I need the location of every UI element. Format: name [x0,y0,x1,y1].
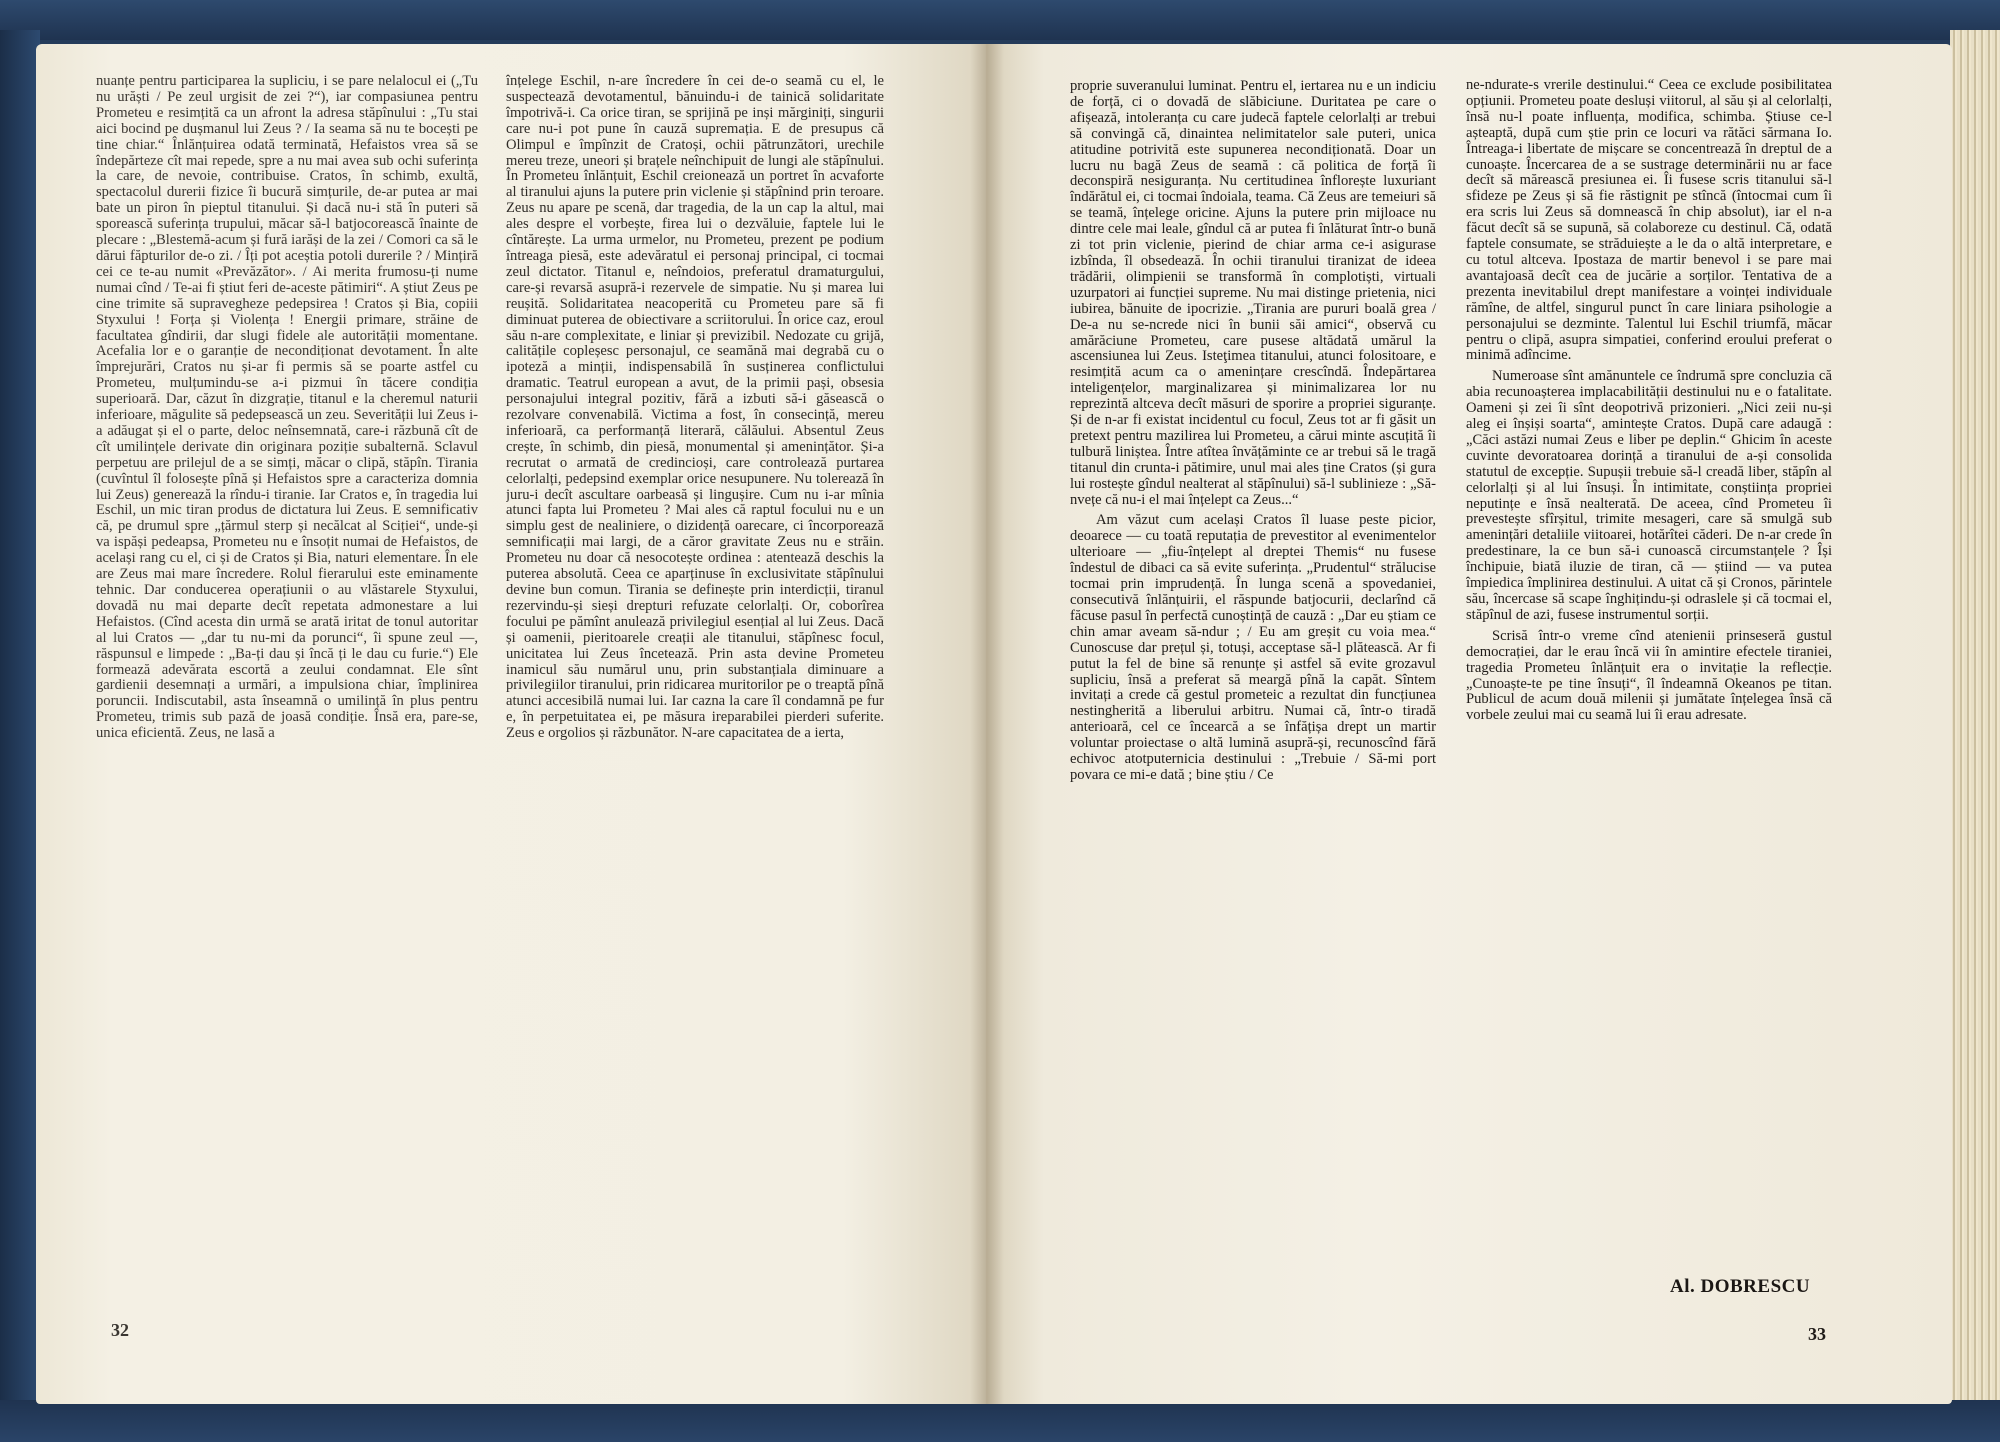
paragraph: ne-ndurate-s vrerile destinului.“ Ceea ce exclude posibilitatea opțiunii. Prometeu poate desluși viitorul, al său și al celorlalți, însă nu-l poate influența, modifica, schimba. Știuse ce-l așteaptă, după cum știe prin ce locuri va rătăci sărmana Io. Întreaga-i libertate de mișcare se concentrează în dreptul de a cunoaște. Încercarea de a se sustrage determinării nu ar face decît să mărească presiunea ei. Îi fusese scris titanului să-l sfideze pe Zeus și să fie răstignit pe stîncă (întocmai cum îi era scris lui Zeus să domnească în chip absolut), iar el n-a făcut decît să se supună, să colaboreze cu destinul. Că, odată faptele consumate, se străduiește a le da o altă interpretare, e cu totul altceva. Ipostaza de martir benevol i se pare mai avantajoasă decît cea de jucărie a sorților. Tentativa de a prezenta inevitabilul drept manifestare a voinței individuale rămîne, de altfel, singurul punct în care liniara psihologie a personajului se dezminte. Talentul lui Eschil triumfă, măcar pentru o clipă, asupra simpatiei, conferind eroului preferat o minimă adîncime. [1466,78,1832,364]
page-number-left: 32 [111,1320,129,1340]
text-column-1 [96,74,478,1292]
text-column-2 [506,74,884,1292]
paragraph: Numeroase sînt amănuntele ce îndrumă spre concluzia că abia recunoașterea implacabilității destinului nu e o fatalitate. Oameni și zei îi sînt deopotrivă prizonieri. „Nici zeii nu-și aleg ei înșiși soarta“, amintește Cratos. După care adaugă : „Căci astăzi numai Zeus e liber pe deplin.“ Ghicim în aceste cuvinte devoratoarea dorință a tiranului de a-și consolida statutul de excepție. Supușii trebuie să-l creadă liber, stăpîn al celorlalți și al lui însuși. În intimitate, conștiința propriei neputințe e însă nealterată. De aceea, cînd Prometeu îi prevestește sfîrșitul, trimite mesageri, care să smulgă sub amenințări detaliile viitoarei, hotărîtei căderi. De n-ar crede în predestinare, la ce bun să-i cunoască circumstanțele ? Își închipuie, biată iluzie de tiran, că — știind — va putea împiedica împlinirea destinului. A uitat că și Cronos, părintele său, încercase să scape înghițindu-și odraslele și că tocmai el, stăpînul de azi, fusese instrumentul sorții. [1466,368,1832,623]
paragraph: Scrisă într-o vreme cînd atenienii prinseseră gustul democrației, dar le erau încă vii în amintire efectele tiraniei, tragedia Prometeu înlănțuit era o invitație la reflecție. „Cunoaște-te pe tine însuți“, îl îndeamnă Okeanos pe titan. Publicul de acum două milenii și jumătate înțelegea însă că vorbele zeului mai cu seamă lui îi erau adresate. [1466,627,1832,724]
page-edges [1950,30,2000,1410]
book-cover-bottom [0,1400,2000,1442]
paragraph: nuanțe pentru participarea la supliciu, i se pare nelalocul ei („Tu nu urăști / Pe zeul urgisit de zei ?“), iar compasiunea pentru Prometeu e resimțită ca un afront la adresa stăpînului : „Tu stai aici bocind pe dușmanul lui Zeus ? / Ia seama să nu te bocești pe tine chiar.“ Înlănțuirea odată terminată, Hefaistos vrea să se îndepărteze cît mai repede, spre a nu mai avea sub ochi suferința la care, de nevoie, contribuise. Cratos, în schimb, exultă, spectacolul durerii fizice îi bucură simțurile, de-ar putea ar mai bate un piron în pieptul titanului. Și dacă nu-i stă în puteri să sporească suferința trupului, măcar să-l batjocorească înainte de plecare : „Blestemă-acum și fură iarăși de la zei / Comori ca să le dărui făpturilor de-o zi. / Îți pot aceștia potoli durerile ? / Mințiră cei ce te-au numit «Prevăzător». / Ai merita frumosu-ți nume numai cînd / Te-ai fi știut feri de-aceste pătimiri“. A știut Zeus pe cine trimite să supravegheze pedepsirea ! Cratos și Bia, copiii Styxului ! Forța și Violența ! Energii primare, străine de facultatea gîndirii, dar slugi fidele ale autorității momentane. Acefalia lor e o garanție de necondiționat devotament. În alte împrejurări, Cratos nu și-ar fi permis să se poarte astfel cu Prometeu, mulțumindu-se a-i pizmui în tăcere condiția superioară. Dar, căzut în dizgrație, titanul e la cheremul naturii inferioare, măgulite să pedepsească un zeu. Severității lui Zeus i-a adăugat și el o parte, deloc neînsemnată, care-i răzbună cît de cît umilințele derivate din originara poziție subalternă. Sclavul perpetuu are prilejul de a se simți, măcar o clipă, stăpîn. Tirania (cuvîntul îl folosește pînă și Hefaistos spre a caracteriza domnia lui Zeus) generează la rîndu-i tiranie. Iar Cratos e, în tragedia lui Eschil, un mic tiran produs de dictatura lui Zeus. E semnificativ că, pe drumul spre „țărmul sterp și necălcat al Sciției“, unde-și va ispăși pedeapsa, Prometeu nu e însoțit numai de Hefaistos, de același rang cu el, ci și de Cratos și Bia, naturi elementare. În ele are Zeus mai mare încredere. Rolul fierarului este eminamente tehnic. Dar conducerea operațiunii o au vlăstarele Styxului, dovadă nu mai departe decît repetata admonestare a lui Hefaistos. (Cînd acesta din urmă se arată iritat de tonul autoritar al lui Cratos — „dar tu nu-mi da porunci“, îi spune zeul —, răspunsul e limpede : „Ba-ți dau și încă ți le dau cu furie.“) Ele formează adevărata escortă a zeului condamnat. Ele sînt gardienii desemnați a urmări, a impulsiona chiar, împlinirea poruncii. Indiscutabil, asta înseamnă o umilință în plus pentru Prometeu, trimis sub pază de joasă condiție. Însă era, pare-se, unica eficientă. Zeus, ne lasă a [96,74,478,742]
book-gutter [970,44,1004,1404]
paragraph: Am văzut cum același Cratos îl luase peste picior, deoarece — cu toată reputația de prevestitor al evenimentelor ulterioare — „fiu-înțelept al dreptei Themis“ nu fusese îndestul de dibaci ca să evite suferința. „Prudentul“ strălucise tocmai prin imprudență. În lunga scenă a spovedaniei, consecutivă înlănțuirii, el răspunde batjocurii, declarînd că făcuse pasul în perfectă cunoștință de cauză : „Dar eu știam ce chin amar aveam să-ndur ; / Eu am greșit cu voia mea.“ Cunoscuse dar prețul și, totuși, acceptase să-l plătească. Ar fi putut la fel de bine să renunțe și astfel să evite grozavul supliciu, însă a preferat să meargă pînă la capăt. Sîntem invitați a crede că gestul prometeic a rezultat din funcțiunea nestingherită a liberului arbitru. Numai că, într-o tiradă anterioară, cel ce încearcă a se înfățișa drept un martir voluntar proiectase o altă lumină asupră-și, recunoscînd fără echivoc atotputernicia destinului : „Trebuie / Să-mi port povara ce mi-e dată ; bine știu / Ce [1070,512,1436,783]
text-column-3 [1070,79,1436,1305]
page-number-right: 33 [1808,1324,1826,1344]
paragraph: înțelege Eschil, n-are încredere în cei de-o seamă cu el, le suspectează devotamentul, bănuindu-i de tainică solidaritate împotrivă-i. Ca orice tiran, se sprijină pe inși mărginiți, singurii care nu-i pot pune în cauză supremația. E de presupus că Olimpul e împînzit de Cratoși, ochii pătrunzători, urechile mereu treze, uneori și brațele neînchipuit de lungi ale stăpînului. În Prometeu înlănțuit, Eschil creionează un portret în acvaforte al tiranului ajuns la putere prin viclenie și stăpînind prin teroare. Zeus nu apare pe scenă, dar tragedia, de la un cap la altul, mai ales despre el vorbește, firea lui o dezvăluie, faptele lui le cîntărește. La urma urmelor, nu Prometeu, prezent pe podium întreaga piesă, este adevăratul ei personaj principal, ci tocmai zeul dictator. Titanul e, neîndoios, preferatul dramaturgului, care-și revarsă asupră-i rezervele de simpatie. Nu și marea lui reușită. Solidaritatea neacoperită cu Prometeu pare să fi diminuat puterea de obiectivare a scriitorului. În orice caz, eroul său n-are complexitate, e liniar și previzibil. Nedozate cu grijă, calitățile copleșesc personajul, ce seamănă mai degrabă cu o ipoteză a minții, indispensabilă în susținerea conflictului dramatic. Teatrul european a avut, de la primii pași, obsesia personajului integral pozitiv, fără a izbuti să-i găsească o rezolvare convenabilă. Victima a fost, în consecință, mereu inferioară, ca performanță literară, călăului. Absentul Zeus crește, în schimb, din piesă, monumental și amenințător. Și-a recrutat o armată de credincioși, care controlează purtarea celorlalți, pedepsind exemplar orice nesupunere. Nu tolerează în juru-i decît ascultare oarbeasă și lingușire. Cum nu i-ar mînia atunci fapta lui Prometeu ? Mai ales că raptul focului nu e un simplu gest de nealiniere, o dizidență oarecare, ci încorporează semnificații mai largi, de a căror gravitate Zeus nu e străin. Prometeu nu doar că nesocotește ordinea : atentează deschis la puterea absolută. Ceea ce aparținuse în exclusivitate stăpînului devine bun comun. Tirania se definește prin interdicții, tiranul rezervindu-și sieși drepturi refuzate celorlalți. Or, coborîrea focului pe pămînt anulează privilegiul esențial al lui Zeus. Dacă și oamenii, pieritoarele creații ale titanului, stăpînesc focul, unicitatea lui Zeus încetează. Prin asta devine Prometeu inamicul său numărul unu, prin substanțiala diminuare a privilegiilor tiranului, prin ridicarea muritorilor pe o treaptă pînă atunci accesibilă numai lui. Iar cazna la care îl condamnă pe fur e, în perpetuitatea ei, pe măsura ireparabilei pierderi suferite. Zeus e orgolios și răzbunător. N-are capacitatea de a ierta, [506,74,884,742]
author-signature: Al. DOBRESCU [1670,1276,1811,1297]
book-cover-top [0,0,2000,40]
paragraph: proprie suveranului luminat. Pentru el, iertarea nu e un indiciu de forță, ci o dovadă de slăbiciune. Duritatea pe care o afișează, intoleranța cu care judecă faptele celorlalți ar trebui să convingă că, dinaintea nelimitatelor sale puteri, unica atitudine potrivită este supunerea necondiționată. Doar un lucru nu bagă Zeus de seamă : că politica de forță îi deconspiră nesiguranța. Nu certitudinea înflorește luxuriant îndărătul ei, ci tocmai îndoiala, teama. Că Zeus are temeiuri să se teamă, înțelege oricine. Ajuns la putere prin mijloace nu dintre cele mai leale, gîndul că ar putea fi înlăturat într-o bună zi tot prin viclenie, pierind de chiar arma ce-i asigurase izbînda, îl obsedează. În ochii tiranului tiranizat de ideea trădării, olimpienii se transformă în complotiști, virtuali uzurpatori ai funcției supreme. Nu mai distinge prietenia, nici iubirea, bănuite de ipocrizie. „Tirania are pururi boală grea / De-a nu se-ncrede nici în bunii săi amici“, observă cu amărăciune Prometeu, care pusese altădată umărul la ascensiunea lui Zeus. Isteţimea titanului, atunci folositoare, e resimțită acum ca o amenințare crescîndă. Îndepărtarea inteligențelor, marginalizarea și minimalizarea lor nu reprezintă altceva decît măsuri de sporire a propriei siguranțe. Și de n-ar fi existat incidentul cu focul, Zeus tot ar fi găsit un pretext pentru mazilirea lui Prometeu, a cărui minte ascuțită îi tulbură liniștea. Între atîtea învățăminte ce ar trebui să le tragă titanul din cruntа-i pătimire, unul mai ales ține Cratos (și gura lui rostește gîndul nealterat al stăpînului) să-l sublinieze : „Să-nvețe că nu-i el mai înțelept ca Zeus...“ [1070,79,1436,508]
book-cover-left [0,30,40,1410]
text-column-4 [1466,78,1832,1304]
